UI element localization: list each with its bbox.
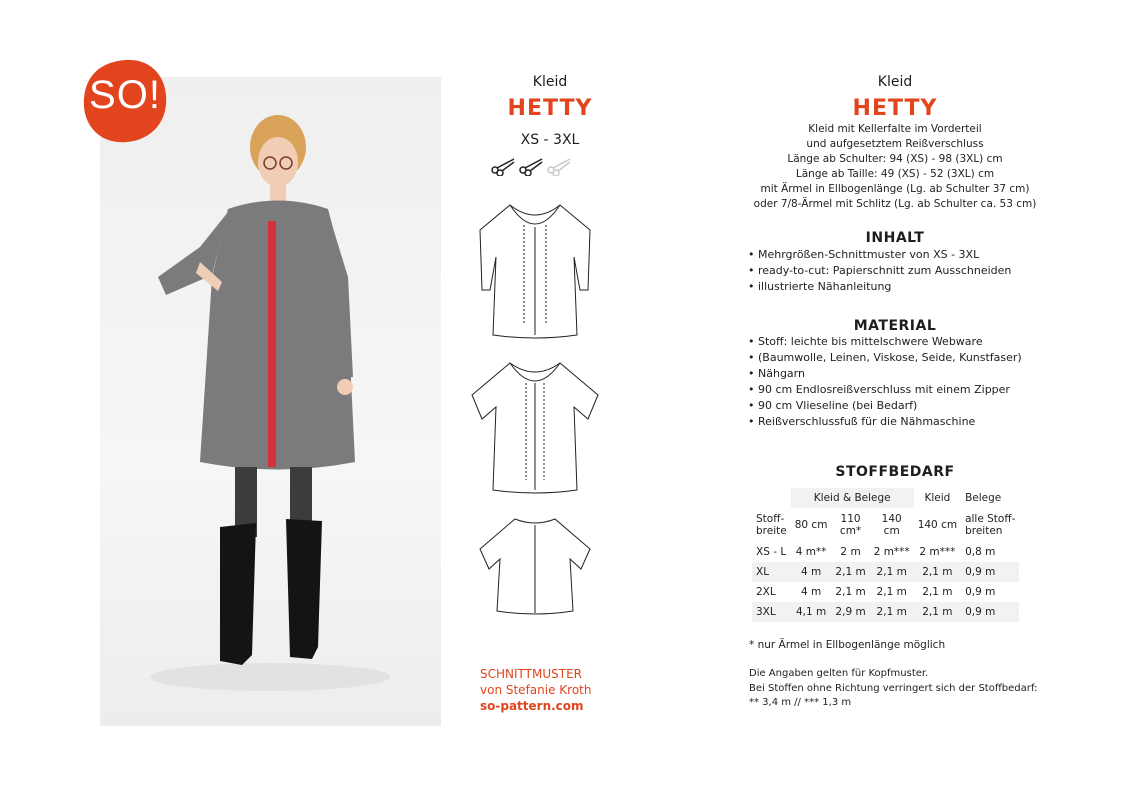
fabric-requirements-table	[752, 488, 1019, 622]
table-row: XL 4 m 2,1 m 2,1 m 2,1 m 0,9 m	[752, 562, 1019, 582]
section-title-stoffbedarf: STOFFBEDARF	[835, 464, 955, 480]
sketch-back-view	[480, 519, 590, 614]
model-photo	[100, 77, 441, 726]
pattern-type: Kleid	[532, 74, 568, 90]
difficulty-rating	[490, 156, 574, 176]
pattern-description	[745, 122, 1045, 212]
pattern-name-right: HETTY	[852, 96, 938, 121]
table-row: 2XL 4 m 2,1 m 2,1 m 2,1 m 0,9 m	[756, 586, 996, 598]
scissors-icon	[520, 159, 542, 176]
sketch-long-sleeve	[480, 205, 590, 338]
list-item: • Nähgarn	[748, 366, 1048, 382]
width-cell: alle Stoff- breiten	[965, 513, 1016, 537]
description-line: mit Ärmel in Ellbogenlänge (Lg. ab Schulter 37 cm)	[760, 183, 1030, 195]
footnote: ** 3,4 m // *** 1,3 m	[749, 697, 852, 708]
logo-text: SO!	[89, 73, 161, 117]
section-title-inhalt: INHALT	[865, 230, 925, 246]
scissors-icon	[492, 159, 514, 176]
description-line: Kleid mit Kellerfalte im Vorderteil	[808, 123, 982, 135]
header-kleid-belege: Kleid & Belege	[791, 488, 914, 508]
section-title-material: MATERIAL	[853, 318, 937, 334]
table-header-row	[752, 488, 1019, 508]
pattern-name: HETTY	[507, 96, 593, 121]
width-cell: 110 cm*	[839, 513, 862, 537]
footnote: Die Angaben gelten für Kopfmuster.	[749, 668, 929, 679]
width-label: Stoff- breite	[756, 513, 787, 537]
size-range: XS - 3XL	[520, 132, 580, 148]
width-cell: 80 cm	[794, 519, 828, 531]
credit-pattern: SCHNITTMUSTER	[480, 667, 582, 681]
sketch-short-sleeve	[472, 363, 598, 493]
credit-website[interactable]: so-pattern.com	[480, 699, 584, 713]
list-item: • ready-to-cut: Papierschnitt zum Ausschneiden	[748, 263, 1048, 279]
list-item: • Stoff: leichte bis mittelschwere Webware	[748, 334, 1048, 350]
list-item: • 90 cm Endlosreißverschluss mit einem Zipper	[748, 382, 1048, 398]
description-line: Länge ab Schulter: 94 (XS) - 98 (3XL) cm	[787, 153, 1003, 165]
list-item-continuation: • (Baumwolle, Leinen, Viskose, Seide, Kunstfaser)	[748, 350, 1048, 366]
material-list	[748, 334, 1048, 430]
description-line: Länge ab Taille: 49 (XS) - 52 (3XL) cm	[795, 168, 995, 180]
footnote: * nur Ärmel in Ellbogenlänge möglich	[749, 639, 946, 651]
scissors-icon	[548, 159, 570, 176]
header-kleid: Kleid	[924, 492, 951, 504]
credit-author: von Stefanie Kroth	[480, 683, 592, 697]
width-cell: 140 cm	[917, 519, 958, 531]
description-line: oder 7/8-Ärmel mit Schlitz (Lg. ab Schulter ca. 53 cm)	[753, 198, 1037, 210]
table-row: XS - L 4 m** 2 m 2 m*** 2 m*** 0,8 m	[756, 546, 996, 558]
width-cell: 140 cm	[881, 513, 902, 537]
list-item: • 90 cm Vlieseline (bei Bedarf)	[748, 398, 1048, 414]
header-belege: Belege	[965, 492, 1002, 504]
footnote: Bei Stoffen ohne Richtung verringert sich der Stoffbedarf:	[749, 683, 1038, 694]
technical-drawings	[460, 195, 610, 615]
inhalt-list	[748, 247, 1048, 295]
list-item: • Reißverschlussfuß für die Nähmaschine	[748, 414, 1048, 430]
table-widths-row	[752, 508, 1019, 542]
table-row: 3XL 4,1 m 2,9 m 2,1 m 2,1 m 0,9 m	[752, 602, 1019, 622]
pattern-type-right: Kleid	[877, 74, 913, 90]
list-item: • illustrierte Nähanleitung	[748, 279, 1048, 295]
list-item: • Mehrgrößen-Schnittmuster von XS - 3XL	[748, 247, 1048, 263]
description-line: und aufgesetztem Reißverschluss	[806, 138, 984, 150]
